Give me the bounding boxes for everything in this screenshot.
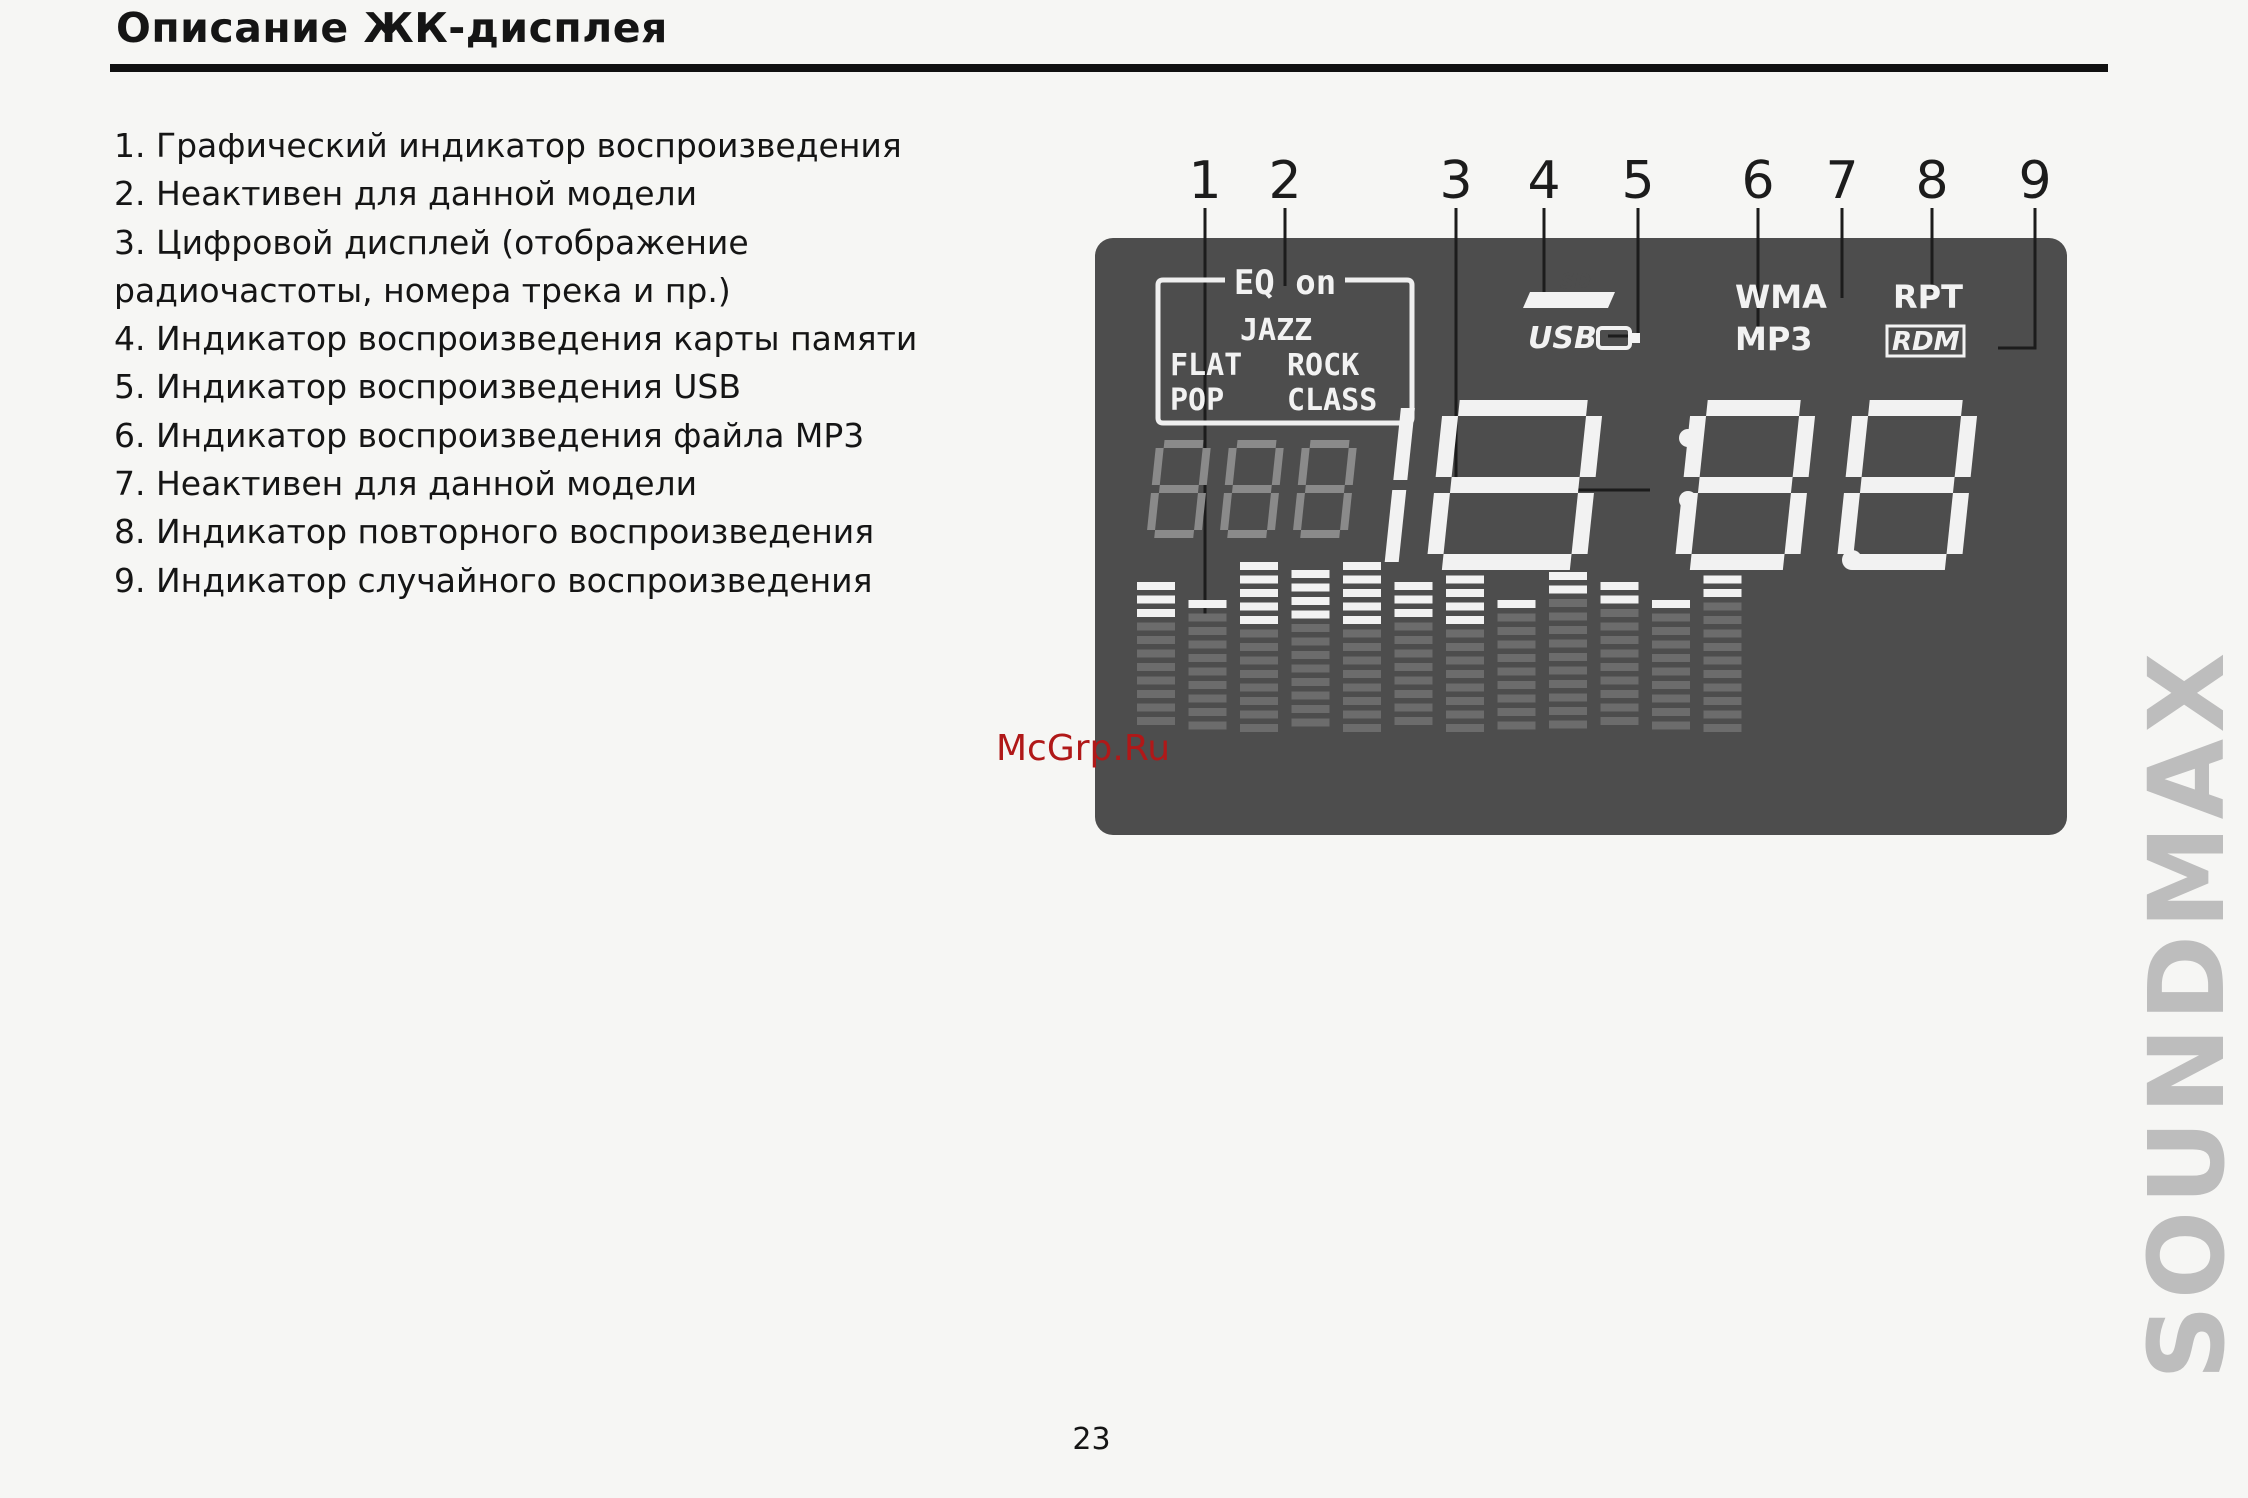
spectrum-bar-3-segment-12 (1240, 711, 1278, 719)
rpt-indicator: RPT (1893, 278, 1963, 316)
spectrum-bar-1-segment-11 (1137, 717, 1175, 725)
spectrum-bar-1-segment-9 (1137, 690, 1175, 698)
description-item-6: 6. Индикатор воспроизведения файла MP3 (114, 415, 865, 455)
spectrum-bar-1-segment-6 (1137, 650, 1175, 658)
spectrum-bar-12-segment-12 (1704, 711, 1742, 719)
spectrum-bar-11-segment-4 (1652, 641, 1690, 649)
spectrum-bar-12-segment-5 (1704, 616, 1742, 624)
spectrum-bar-9-segment-12 (1549, 721, 1587, 729)
spectrum-bar-8-segment-2 (1498, 614, 1536, 622)
spectrum-bar-6-segment-5 (1395, 636, 1433, 644)
colon-dot-top (1679, 429, 1697, 447)
spectrum-bar-12-segment-11 (1704, 697, 1742, 705)
spectrum-bar-7-segment-1 (1446, 562, 1484, 570)
spectrum-bar-9-segment-7 (1549, 653, 1587, 661)
spectrum-bar-4-segment-8 (1292, 665, 1330, 673)
spectrum-bar-1-segment-10 (1137, 704, 1175, 712)
eq-mode-rock: ROCK (1287, 348, 1360, 383)
spectrum-bar-11-segment-6 (1652, 668, 1690, 676)
spectrum-bar-11-segment-7 (1652, 681, 1690, 689)
spectrum-bar-6-segment-3 (1395, 609, 1433, 617)
description-item-5: 5. Индикатор воспроизведения USB (114, 367, 741, 407)
callout-5: 5 (1621, 151, 1655, 211)
title-rule (110, 64, 2108, 72)
spectrum-bar-6-segment-11 (1395, 717, 1433, 725)
spectrum-bar-1-segment-2 (1137, 596, 1175, 604)
spectrum-bar-4-segment-7 (1292, 651, 1330, 659)
spectrum-bar-11-segment-9 (1652, 708, 1690, 716)
spectrum-bar-12-segment-3 (1704, 589, 1742, 597)
spectrum-bar-3-segment-10 (1240, 684, 1278, 692)
spectrum-bar-7-segment-7 (1446, 643, 1484, 651)
callout-1: 1 (1188, 151, 1222, 211)
spectrum-bar-1-segment-1 (1137, 582, 1175, 590)
spectrum-bar-1-segment-4 (1137, 623, 1175, 631)
spectrum-bar-12-segment-4 (1704, 603, 1742, 611)
spectrum-bar-8-segment-3 (1498, 627, 1536, 635)
rdm-label: RDM (1892, 327, 1960, 357)
spectrum-bar-3-segment-9 (1240, 670, 1278, 678)
spectrum-bar-10-segment-3 (1601, 609, 1639, 617)
spectrum-bar-10-segment-11 (1601, 717, 1639, 725)
spectrum-bar-3-segment-3 (1240, 589, 1278, 597)
spectrum-bar-10-segment-4 (1601, 623, 1639, 631)
spectrum-bar-5-segment-11 (1343, 697, 1381, 705)
spectrum-bar-3-segment-13 (1240, 724, 1278, 732)
spectrum-bar-3-segment-7 (1240, 643, 1278, 651)
spectrum-bar-9-segment-1 (1549, 572, 1587, 580)
spectrum-bar-12-segment-9 (1704, 670, 1742, 678)
spectrum-bar-5-segment-13 (1343, 724, 1381, 732)
watermark: McGrp.Ru (996, 728, 1171, 769)
spectrum-bar-1-segment-5 (1137, 636, 1175, 644)
spectrum-bar-7-segment-4 (1446, 603, 1484, 611)
spectrum-bar-10-segment-9 (1601, 690, 1639, 698)
spectrum-bar-11-segment-2 (1652, 614, 1690, 622)
spectrum-bar-5-segment-1 (1343, 562, 1381, 570)
spectrum-bar-8-segment-7 (1498, 681, 1536, 689)
spectrum-bar-5-segment-5 (1343, 616, 1381, 624)
spectrum-bar-4-segment-6 (1292, 638, 1330, 646)
spectrum-bar-8-segment-1 (1498, 600, 1536, 608)
spectrum-bar-9-segment-5 (1549, 626, 1587, 634)
spectrum-bar-8-segment-6 (1498, 668, 1536, 676)
description-item-9: 9. Индикатор случайного воспроизведения (114, 560, 873, 600)
description-item-1: 1. Графический индикатор воспроизведения (114, 126, 902, 165)
spectrum-bar-11-segment-3 (1652, 627, 1690, 635)
spectrum-bar-2-segment-5 (1189, 654, 1227, 662)
spectrum-bar-7-segment-13 (1446, 724, 1484, 732)
spectrum-bar-6-segment-4 (1395, 623, 1433, 631)
spectrum-bar-4-segment-11 (1292, 705, 1330, 713)
spectrum-bar-5-segment-12 (1343, 711, 1381, 719)
spectrum-bar-7-segment-10 (1446, 684, 1484, 692)
spectrum-bar-5-segment-8 (1343, 657, 1381, 665)
spectrum-bar-11-segment-8 (1652, 695, 1690, 703)
spectrum-bar-9-segment-8 (1549, 667, 1587, 675)
spectrum-bar-8-segment-10 (1498, 722, 1536, 730)
spectrum-bar-5-segment-9 (1343, 670, 1381, 678)
callout-2: 2 (1268, 151, 1302, 211)
callout-3: 3 (1439, 151, 1473, 211)
spectrum-bar-7-segment-5 (1446, 616, 1484, 624)
usb-label: USB (1528, 321, 1597, 356)
page-number: 23 (1072, 1422, 1111, 1457)
decimal-dot (1842, 550, 1862, 570)
spectrum-bar-7-segment-3 (1446, 589, 1484, 597)
spectrum-bar-3-segment-1 (1240, 562, 1278, 570)
spectrum-bar-10-segment-8 (1601, 677, 1639, 685)
description-item-7: 7. Неактивен для данной модели (114, 464, 698, 504)
spectrum-bar-9-segment-11 (1549, 707, 1587, 715)
callout-4: 4 (1527, 151, 1561, 211)
spectrum-bar-7-segment-11 (1446, 697, 1484, 705)
spectrum-bar-4-segment-5 (1292, 624, 1330, 632)
spectrum-bar-9-segment-10 (1549, 694, 1587, 702)
eq-on-label: EQ on (1233, 263, 1337, 303)
callout-8: 8 (1915, 151, 1949, 211)
spectrum-bar-11-segment-5 (1652, 654, 1690, 662)
spectrum-bar-1-segment-3 (1137, 609, 1175, 617)
spectrum-bar-5-segment-4 (1343, 603, 1381, 611)
page-title: Описание ЖК-дисплея (116, 4, 668, 52)
spectrum-bar-12-segment-7 (1704, 643, 1742, 651)
sd-label: SD (1560, 269, 1592, 293)
spectrum-bar-2-segment-4 (1189, 641, 1227, 649)
spectrum-bar-4-segment-9 (1292, 678, 1330, 686)
spectrum-bar-2-segment-8 (1189, 695, 1227, 703)
callout-7: 7 (1825, 151, 1859, 211)
colon-dot-bottom (1679, 491, 1697, 509)
spectrum-bar-1-segment-8 (1137, 677, 1175, 685)
spectrum-bar-12-segment-10 (1704, 684, 1742, 692)
spectrum-bar-5-segment-10 (1343, 684, 1381, 692)
spectrum-bar-12-segment-2 (1704, 576, 1742, 584)
spectrum-bar-9-segment-2 (1549, 586, 1587, 594)
spectrum-bar-1-segment-7 (1137, 663, 1175, 671)
spectrum-bar-8-segment-4 (1498, 641, 1536, 649)
spectrum-bar-8-segment-8 (1498, 695, 1536, 703)
spectrum-bar-2-segment-10 (1189, 722, 1227, 730)
spectrum-bar-4-segment-12 (1292, 719, 1330, 727)
spectrum-bar-12-segment-6 (1704, 630, 1742, 638)
spectrum-bar-8-segment-5 (1498, 654, 1536, 662)
spectrum-bar-9-segment-6 (1549, 640, 1587, 648)
spectrum-bar-12-segment-13 (1704, 724, 1742, 732)
description-item-4: 4. Индикатор воспроизведения карты памяти (114, 319, 918, 359)
spectrum-bar-10-segment-1 (1601, 582, 1639, 590)
spectrum-bar-3-segment-6 (1240, 630, 1278, 638)
spectrum-bar-5-segment-7 (1343, 643, 1381, 651)
spectrum-bar-2-segment-6 (1189, 668, 1227, 676)
spectrum-bar-3-segment-4 (1240, 603, 1278, 611)
spectrum-bar-5-segment-6 (1343, 630, 1381, 638)
spectrum-bar-3-segment-5 (1240, 616, 1278, 624)
spectrum-bar-7-segment-6 (1446, 630, 1484, 638)
spectrum-bar-10-segment-2 (1601, 596, 1639, 604)
callout-6: 6 (1741, 151, 1775, 211)
mp3-indicator: MP3 (1735, 320, 1813, 358)
spectrum-bar-4-segment-10 (1292, 692, 1330, 700)
spectrum-bar-6-segment-8 (1395, 677, 1433, 685)
spectrum-bar-10-segment-7 (1601, 663, 1639, 671)
side-brand-logo: SOUNDMAX (2126, 646, 2248, 1380)
spectrum-bar-3-segment-2 (1240, 576, 1278, 584)
spectrum-bar-12-segment-1 (1704, 562, 1742, 570)
description-item-2: 2. Неактивен для данной модели (114, 174, 698, 214)
spectrum-bar-6-segment-10 (1395, 704, 1433, 712)
description-item-3: 3. Цифровой дисплей (отображение (114, 222, 749, 262)
spectrum-bar-7-segment-2 (1446, 576, 1484, 584)
spectrum-bar-9-segment-4 (1549, 613, 1587, 621)
spectrum-bar-2-segment-9 (1189, 708, 1227, 716)
spectrum-bar-11-segment-1 (1652, 600, 1690, 608)
spectrum-bar-8-segment-9 (1498, 708, 1536, 716)
spectrum-bar-3-segment-11 (1240, 697, 1278, 705)
spectrum-bar-3-segment-8 (1240, 657, 1278, 665)
spectrum-bar-5-segment-3 (1343, 589, 1381, 597)
spectrum-bar-11-segment-10 (1652, 722, 1690, 730)
callout-9: 9 (2018, 151, 2052, 211)
wma-indicator: WMA (1735, 278, 1827, 316)
spectrum-bar-2-segment-3 (1189, 627, 1227, 635)
lcd-diagram (1090, 150, 2090, 850)
spectrum-bar-12-segment-8 (1704, 657, 1742, 665)
spectrum-bar-6-segment-2 (1395, 596, 1433, 604)
spectrum-bar-9-segment-3 (1549, 599, 1587, 607)
rdm-indicator (1887, 326, 1964, 357)
spectrum-bar-7-segment-8 (1446, 657, 1484, 665)
spectrum-bar-4-segment-1 (1292, 570, 1330, 578)
eq-mode-pop: POP (1170, 383, 1225, 418)
spectrum-bar-4-segment-4 (1292, 611, 1330, 619)
spectrum-bar-7-segment-9 (1446, 670, 1484, 678)
spectrum-bar-9-segment-9 (1549, 680, 1587, 688)
eq-mode-flat: FLAT (1170, 348, 1243, 383)
eq-mode-class: CLASS (1287, 383, 1378, 418)
description-item-3-continued: радиочастоты, номера трека и пр.) (114, 270, 731, 310)
spectrum-bar-2-segment-2 (1189, 614, 1227, 622)
spectrum-bar-5-segment-2 (1343, 576, 1381, 584)
spectrum-bar-4-segment-3 (1292, 597, 1330, 605)
description-item-8: 8. Индикатор повторного воспроизведения (114, 512, 875, 552)
spectrum-bar-10-segment-6 (1601, 650, 1639, 658)
spectrum-bar-10-segment-5 (1601, 636, 1639, 644)
spectrum-bar-6-segment-6 (1395, 650, 1433, 658)
spectrum-bar-6-segment-1 (1395, 582, 1433, 590)
spectrum-bar-2-segment-7 (1189, 681, 1227, 689)
spectrum-bar-6-segment-7 (1395, 663, 1433, 671)
spectrum-bar-2-segment-1 (1189, 600, 1227, 608)
eq-mode-jazz: JAZZ (1240, 313, 1313, 348)
description-list (114, 122, 917, 605)
spectrum-bar-10-segment-10 (1601, 704, 1639, 712)
spectrum-bar-4-segment-2 (1292, 584, 1330, 592)
spectrum-bar-6-segment-9 (1395, 690, 1433, 698)
spectrum-bar-7-segment-12 (1446, 711, 1484, 719)
